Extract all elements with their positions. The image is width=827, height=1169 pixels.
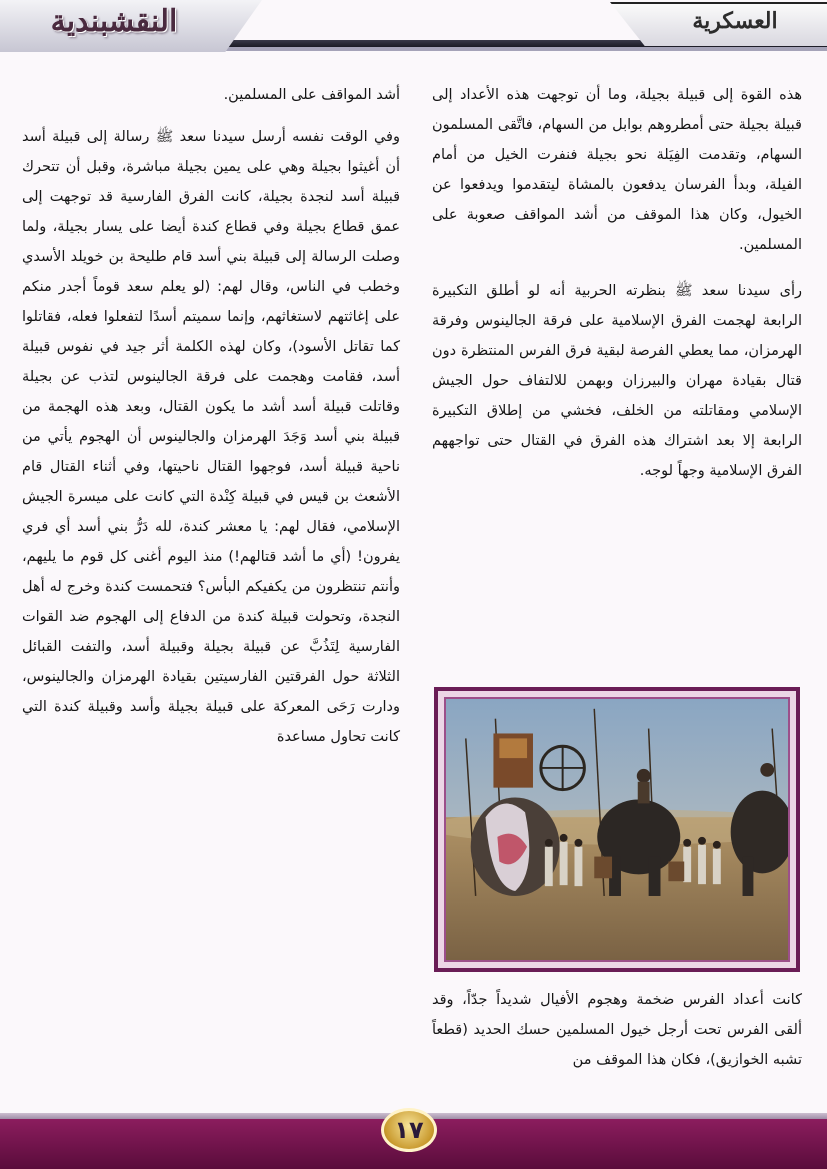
page-footer (0, 1105, 827, 1169)
left-paragraph-1: أشد المواقف على المسلمين. (223, 87, 400, 103)
image-caption: كانت أعداد الفرس ضخمة وهجوم الأفيال شديداً جدّاً، وقد ألقى الفرس تحت أرجل خيول المسلمين حسك الحديد (قطعاً تشبه الخوازيق)، فكان هذا الموقف من (432, 992, 802, 1068)
left-paragraph-2: وفي الوقت نفسه أرسل سيدنا سعد ﷺ رسالة إلى قبيلة أسد أن أغيثوا بجيلة وهي على يمين بجيلة مباشرة، وقبل أن تتحرك قبيلة أسد لنجدة بجيلة، كانت الفرق الفارسية قد توجهت إلى عمق قطاع بجيلة وفي قطاع كندة أيضا على يسار بجيلة، ولما وصلت الرسالة إلى قبيلة بني أسد قام طليحة بن خويلد الأسدي وخطب في الناس، وقال لهم: (لو يعلم سعد قوماً أجدر منكم على إغاثتهم لاستغاثهم، وإنما سميتم أسدًا لتفعلوا فعله، فقاتلوا كما تقاتل الأسود)، وكان لهذه الكلمة أثر جيد في نفوس قبيلة أسد، فقامت وهجمت على فرقة الجالينوس لتذب عن بجيلة وقاتلت قبيلة أسد أشد ما يكون القتال، وبعد هذه الهجمة من قبيلة بني أسد وَجَدَ الهرمزان والجالينوس أن الهجوم يأتي من ناحية قبيلة أسد، فوجهوا القتال ناحيتها، وفي أثناء القتال قام الأشعث بن قيس في قبيلة كِنْدة التي كانت على ميسرة الجيش الإسلامي، فقال لهم: يا معشر كندة، لله دَرُّ بني أسد أي فري يفرون! (أي ما أشد قتالهم!) منذ اليوم أغنى كل قوم ما يليهم، وأنتم تنتظرون من يكفيكم البأس؟ فتحمست كندة وخرج له أهل النجدة، وتحولت قبيلة كندة من الدفاع إلى الهجوم ضد القوات الفارسية لِتَذُبَّ عن قبيلة بجيلة وقبيلة أسد، والتفت القبائل الثلاثة حول الفرقتين الفارسيتين بقيادة الهرمزان والجالينوس، ودارت رَحَى المعركة على قبيلة بجيلة وأسد وقبيلة كندة التي كانت تحاول مساعدة (22, 129, 400, 745)
right-paragraph-1: هذه القوة إلى قبيلة بجيلة، وما أن توجهت هذه الأعداد إلى قبيلة بجيلة حتى أمطروهم بوابل من السهام، فاتَّقى المسلمون السهام، وتقدمت الفِيَلة نحو بجيلة فنفرت الخيل من أمام الفيلة، وبدأ الفرسان يدفعون بالمشاة ليتقدموا ويدفعوا عن الخيول، وكان هذا الموقف من أشد المواقف صعوبة على المسلمين. (432, 87, 802, 253)
page-number: ١٧ (381, 1108, 437, 1152)
battle-image (444, 697, 790, 962)
right-column (432, 80, 802, 502)
left-column (22, 80, 400, 768)
right-paragraph-2: رأى سيدنا سعد ﷺ بنظرته الحربية أنه لو أطلق التكبيرة الرابعة لهجمت الفرق الإسلامية على فرقة الجالينوس وفرقة الهرمزان، مما يعطي الفرصة لبقية فرق الفرس المنتظرة دون قتال بقيادة مهران والبيرزان وبهمن للالتفاف حول الجيش الإسلامي ومقاتلته من الخلف، فخشي من إطلاق التكبيرة الرابعة إلا بعد اشتراك هذه الفرق في القتال حتى تواجههم الفرق الإسلامية وجهاً لوجه. (432, 283, 802, 479)
page-header (0, 0, 827, 64)
magazine-title: النقشبندية (50, 4, 178, 39)
battle-scene-illustration (446, 699, 788, 960)
battle-image-frame (434, 687, 800, 972)
section-title: العسكرية (692, 8, 778, 34)
